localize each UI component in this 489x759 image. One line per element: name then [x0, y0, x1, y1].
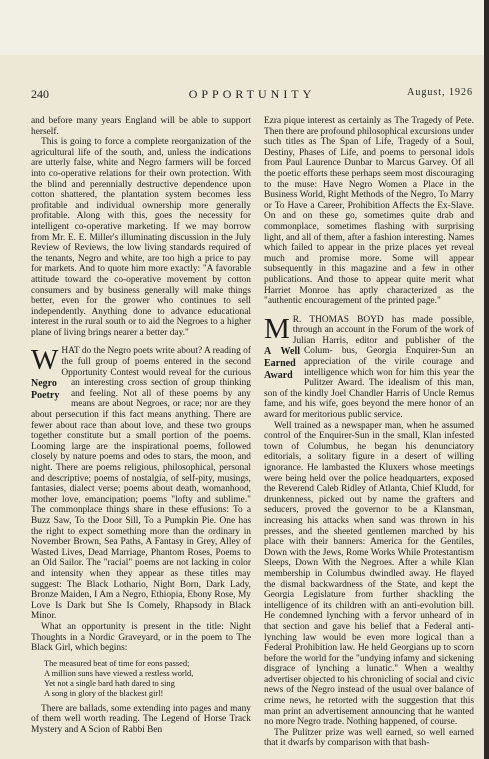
- paragraph: This is going to force a complete reorganization of the agricultural life of the south, and, unless the indications are utterly false, white and Negro farmers will be forced into co-operative relations for their own protection. With the blind and perennially destructive dependence upon cotton shattered, the plantation system becomes less profitable and individual ownership more generally profitable. Along with this, goes the necessity for intelligent co-operative marketing. If we may borrow from Mr. E. E. Miller's illuminating discussion in the July Review of Reviews, the low living standards required of the tenants, Negro and white, are too high a price to pay for markets. And to quote him more exactly: "A favorable attitude toward the co-operative movement by cotton consumers and by business generally will make things better, even for the grower who continues to sell independently. Anything done to advance educational interest in the rural south or to aid the Negroes to a higher plane of living brings nearer a better day.": [31, 137, 251, 338]
- left-column: [31, 116, 251, 735]
- verse-line: The measured beat of time for eons passed;: [44, 658, 190, 668]
- paragraph-body: bus, Georgia Enquirer-Sun an appreciation of the virile courage and intelligence which won for him this year the Pulitzer Award. The idealism of this man, son of the kindly Joel Chandler Harris of Uncle Remus fame, and his wife, goes beyond the mere honor of an award for meritorious public service.: [264, 346, 475, 421]
- binding-edge: [484, 0, 489, 759]
- magazine-title: OPPORTUNITY: [188, 87, 316, 101]
- paragraph: What an opportunity is present in the title: Night Thoughts in a Nordic Graveyard, or in the poem to The Black Girl, which begins:: [31, 621, 251, 654]
- section-sidehead: Negro Poetry: [31, 378, 60, 401]
- paragraph: and before many years England will be able to support herself.: [31, 116, 251, 137]
- verse-line: Yet not a single bard hath dared to sing: [44, 678, 175, 688]
- article-well-earned-award: [264, 312, 475, 421]
- paragraph: The Pulitzer prize was well earned, so well earned that it dwarfs by comparison with that bash-: [264, 727, 474, 749]
- paragraph: Ezra pique interest as certainly as The Tragedy of Pete. Then there are profound philosophical excursions under such titles as The Span of Life, Tragedy of a Soul, Destiny, Phases of Life, and poems to personal idols from Paul Laurence Dunbar to Marcus Garvey. Of all the poetic efforts these perhaps seem most discouraging to the muse: Have Negro Women a Place in the Business World, Right Methods of the Negro, To Marry or To Have a Career, Prohibition Affects the Ex-Slave. On and on these go, sometimes quite drab and commonplace, sometimes flashing with surprising light, and all of them, after a fashion interesting. Names which failed to appear in the prize places yet reveal much and promise more. Some will appear subsequently in this magazine and a few in other publications. And those to appear quite merit what Harriet Monroe has aptly characterized as the "authentic encouragement of the printed page.": [264, 116, 474, 307]
- verse-line: A song in glory of the blackest girl!: [44, 688, 164, 698]
- drop-cap: W: [31, 344, 59, 377]
- paragraph-lead: R. THOMAS BOYD has made possible, through an account in the Forum of the work of Julian Harris, editor and publisher of the Colum-: [292, 314, 474, 357]
- paragraph-lead: HAT do the Negro poets write about? A reading of the full group of poems entered in the second Opportunity Contest would reveal for: [61, 346, 251, 378]
- running-header: [31, 87, 473, 103]
- quoted-verse: [44, 659, 251, 699]
- drop-cap: M: [264, 312, 290, 345]
- verse-line: A million suns have viewed a restless world,: [44, 668, 194, 678]
- scan-margin: [0, 0, 489, 55]
- page-number: 240: [31, 87, 49, 101]
- paragraph: There are ballads, some extending into pages and many of them well worth reading. The Legend of Horse Track Mystery and A Scion of Rabbi Ben: [31, 703, 251, 735]
- issue-date: August, 1926: [407, 87, 473, 98]
- paragraph: Well trained as a newspaper man, when he assumed control of the Enquirer-Sun in the small, Klan infested town of Columbus, he began his denunciatory editorials, a solitary figure in a desert of willing ignorance. He lambasted the Kluxers whose meetings were being held over the police headquarters, exposed the Reverend Caleb Ridley of Atlanta, Chief Kludd, for drunkenness, picked out by name the grafters and seducers, proved the governor to be a Klansman, increasing his attacks when sand was thrown in his presses, and the sheeted gentlemen marched by his place with their banners: America for the Gentiles, Down with the Jews, Rome Works While Protestantism Sleeps, Down With the Negroes. After a while Klan membership in Columbus dwindled away. He flayed the dismal backwardness of the State, and kept the Georgia Legislature from further shackling the intelligence of its children with an anti-evolution bill. He condemned lynching with a fervor unheard of in that section and gave his belief that a Federal anti-lynching law would be even more logical than a Federal Prohibition law. He held Georgians up to scorn before the world for the "undying infamy and sickening disgrace of lynching a lunatic." When a wealthy advertiser objected to his chronicling of social and civic news of the Negro instead of the usual over balance of crime news, he retorted with the suggestion that this man print an advertisement announcing that he wanted no more Negro trade. Nothing happened, of course.: [264, 420, 474, 728]
- section-sidehead: A Well Earned Award: [264, 346, 300, 381]
- paragraph-body: the curious an interesting cross section of group thinking and feeling. Not all of these poems by any means are about Negroes, or race; nor are they about persecution if this fact means anything. There are fewer about race than about love, and these two groups together constitute but a small portion of the poems. Looming large are the inspirational poems, followed closely by nature poems and odes to stars, the moon, and night. There are poems religious, philosophical, personal and descriptive; poems of nostalgia, of self-pity, musings, fantasies, dialect verse; poems about death, womanhood, mother love, emancipation; poems "lofty and sublime." The commonplace things share in these effusions: To a Buzz Saw, To the Door Sill, To a Pumpkin Pie. One has the right to expect something more than the ordinary in November Brown, Sea Paths, A Fantasy in Grey, Alley of Wasted Lives, Dead Marriage, Phantom Roses, Poems to an Old Sailor. The "racial" poems are not lacking in color and intensity when they appear as these titles may suggest: The Black Lothario, Night Born, Dark Lady, Bronze Maiden, I Am a Negro, Ethiopia, Ebony Rose, My Love Is Dark but She Is Comely, Rhapsody in Black Minor.: [31, 367, 251, 622]
- article-negro-poetry: [31, 346, 251, 621]
- right-column: [264, 116, 474, 749]
